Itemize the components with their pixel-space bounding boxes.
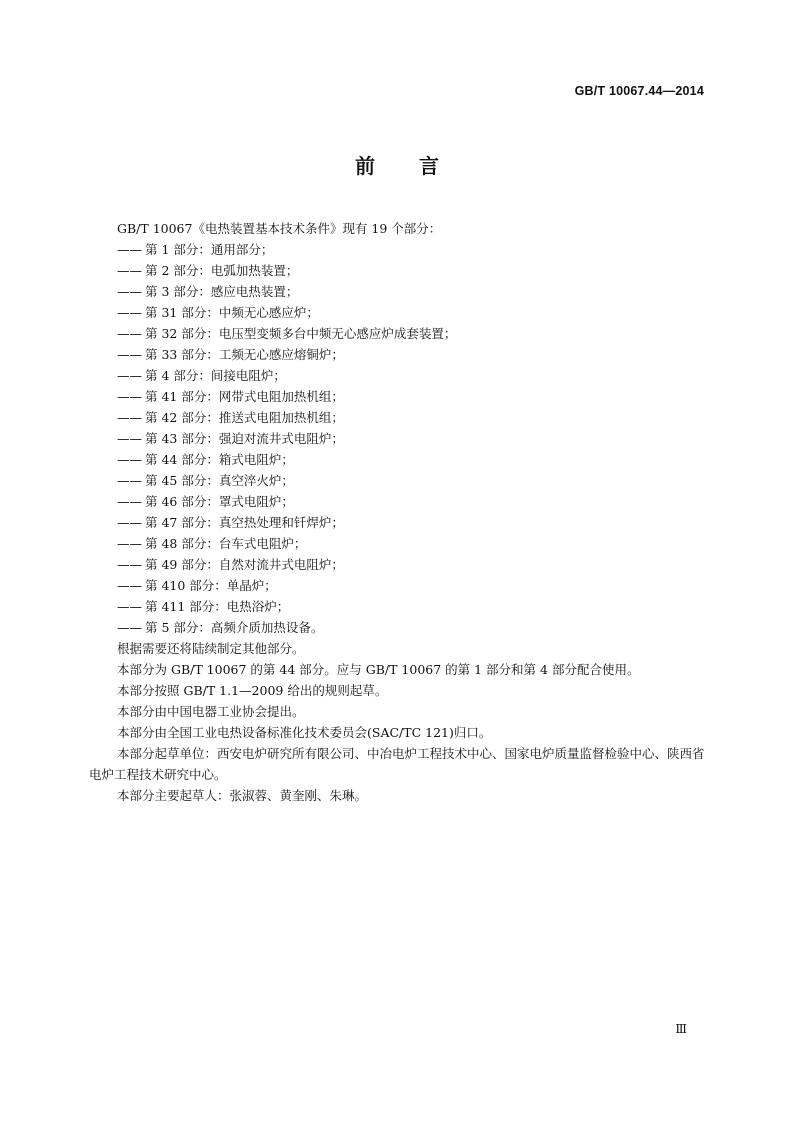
dash-mark: —— bbox=[117, 263, 142, 278]
dash-mark: —— bbox=[117, 578, 142, 593]
list-item-text: 第 47 部分：真空热处理和钎焊炉； bbox=[145, 515, 344, 530]
dash-mark: —— bbox=[117, 473, 142, 488]
list-item bbox=[89, 554, 709, 575]
list-item-text: 第 5 部分：高频介质加热设备。 bbox=[145, 620, 324, 635]
page-number: Ⅲ bbox=[675, 1022, 687, 1036]
dash-mark: —— bbox=[117, 284, 142, 299]
dash-mark: —— bbox=[117, 410, 142, 425]
list-item bbox=[89, 344, 709, 365]
list-item-text: 第 45 部分：真空淬火炉； bbox=[145, 473, 294, 488]
list-item-text: 第 43 部分：强迫对流井式电阻炉； bbox=[145, 431, 344, 446]
list-item bbox=[89, 533, 709, 554]
list-item-text: 第 3 部分：感应电热装置； bbox=[145, 284, 299, 299]
list-item-text: 第 1 部分：通用部分； bbox=[145, 242, 274, 257]
list-item bbox=[89, 449, 709, 470]
list-item-text: 第 42 部分：推送式电阻加热机组； bbox=[145, 410, 344, 425]
list-item bbox=[89, 575, 709, 596]
page-title bbox=[0, 150, 794, 179]
dash-mark: —— bbox=[117, 452, 142, 467]
dash-mark: —— bbox=[117, 515, 142, 530]
list-item bbox=[89, 281, 709, 302]
list-item bbox=[89, 596, 709, 617]
dash-mark: —— bbox=[117, 494, 142, 509]
dash-mark: —— bbox=[117, 536, 142, 551]
dash-mark: —— bbox=[117, 599, 142, 614]
title-char-left: 前 bbox=[355, 154, 375, 178]
list-item bbox=[89, 512, 709, 533]
list-item-text: 第 410 部分：单晶炉； bbox=[145, 578, 277, 593]
list-item bbox=[89, 491, 709, 512]
standard-code: GB/T 10067.44—2014 bbox=[574, 84, 704, 98]
dash-mark: —— bbox=[117, 620, 142, 635]
list-item-text: 第 31 部分：中频无心感应炉； bbox=[145, 305, 319, 320]
intro-paragraph: GB/T 10067《电热装置基本技术条件》现有 19 个部分： bbox=[117, 221, 442, 236]
dash-mark: —— bbox=[117, 368, 142, 383]
list-item-text: 第 33 部分：工频无心感应熔铜炉； bbox=[145, 347, 344, 362]
list-item-text: 第 2 部分：电弧加热装置； bbox=[145, 263, 299, 278]
foreword-content bbox=[89, 218, 709, 806]
list-item-text: 第 32 部分：电压型变频多台中频无心感应炉成套装置； bbox=[145, 326, 457, 341]
list-item bbox=[89, 323, 709, 344]
dash-mark: —— bbox=[117, 242, 142, 257]
list-item-text: 第 41 部分：网带式电阻加热机组； bbox=[145, 389, 344, 404]
list-item bbox=[89, 260, 709, 281]
body-paragraph: 本部分按照 GB/T 1.1—2009 给出的规则起草。 bbox=[117, 683, 388, 698]
list-item bbox=[89, 365, 709, 386]
list-item-text: 第 4 部分：间接电阻炉； bbox=[145, 368, 286, 383]
list-item-text: 第 46 部分：罩式电阻炉； bbox=[145, 494, 294, 509]
parts-list bbox=[89, 239, 709, 638]
dash-mark: —— bbox=[117, 557, 142, 572]
body-paragraph: 本部分由中国电器工业协会提出。 bbox=[117, 704, 305, 719]
dash-mark: —— bbox=[117, 305, 142, 320]
list-item bbox=[89, 470, 709, 491]
list-item bbox=[89, 386, 709, 407]
list-item bbox=[89, 428, 709, 449]
dash-mark: —— bbox=[117, 431, 142, 446]
list-item bbox=[89, 407, 709, 428]
body-paragraph: 本部分主要起草人：张淑蓉、黄奎刚、朱琳。 bbox=[117, 788, 368, 803]
list-item-text: 第 44 部分：箱式电阻炉； bbox=[145, 452, 294, 467]
dash-mark: —— bbox=[117, 389, 142, 404]
dash-mark: —— bbox=[117, 347, 142, 362]
body-paragraph: 本部分由全国工业电热设备标准化技术委员会(SAC/TC 121)归口。 bbox=[117, 725, 492, 740]
title-char-right: 言 bbox=[419, 154, 439, 178]
body-paragraph: 本部分为 GB/T 10067 的第 44 部分。应与 GB/T 10067 的第 1 部分和第 4 部分配合使用。 bbox=[117, 662, 640, 677]
list-item bbox=[89, 239, 709, 260]
list-item-text: 第 411 部分：电热浴炉； bbox=[145, 599, 290, 614]
body-paragraph: 本部分起草单位：西安电炉研究所有限公司、中冶电炉工程技术中心、国家电炉质量监督检验中心、陕西省电炉工程技术研究中心。 bbox=[89, 746, 705, 782]
dash-mark: —— bbox=[117, 326, 142, 341]
list-item-text: 第 48 部分：台车式电阻炉； bbox=[145, 536, 307, 551]
list-item bbox=[89, 302, 709, 323]
body-paragraph: 根据需要还将陆续制定其他部分。 bbox=[117, 641, 305, 656]
list-item-text: 第 49 部分：自然对流井式电阻炉； bbox=[145, 557, 344, 572]
list-item bbox=[89, 617, 709, 638]
